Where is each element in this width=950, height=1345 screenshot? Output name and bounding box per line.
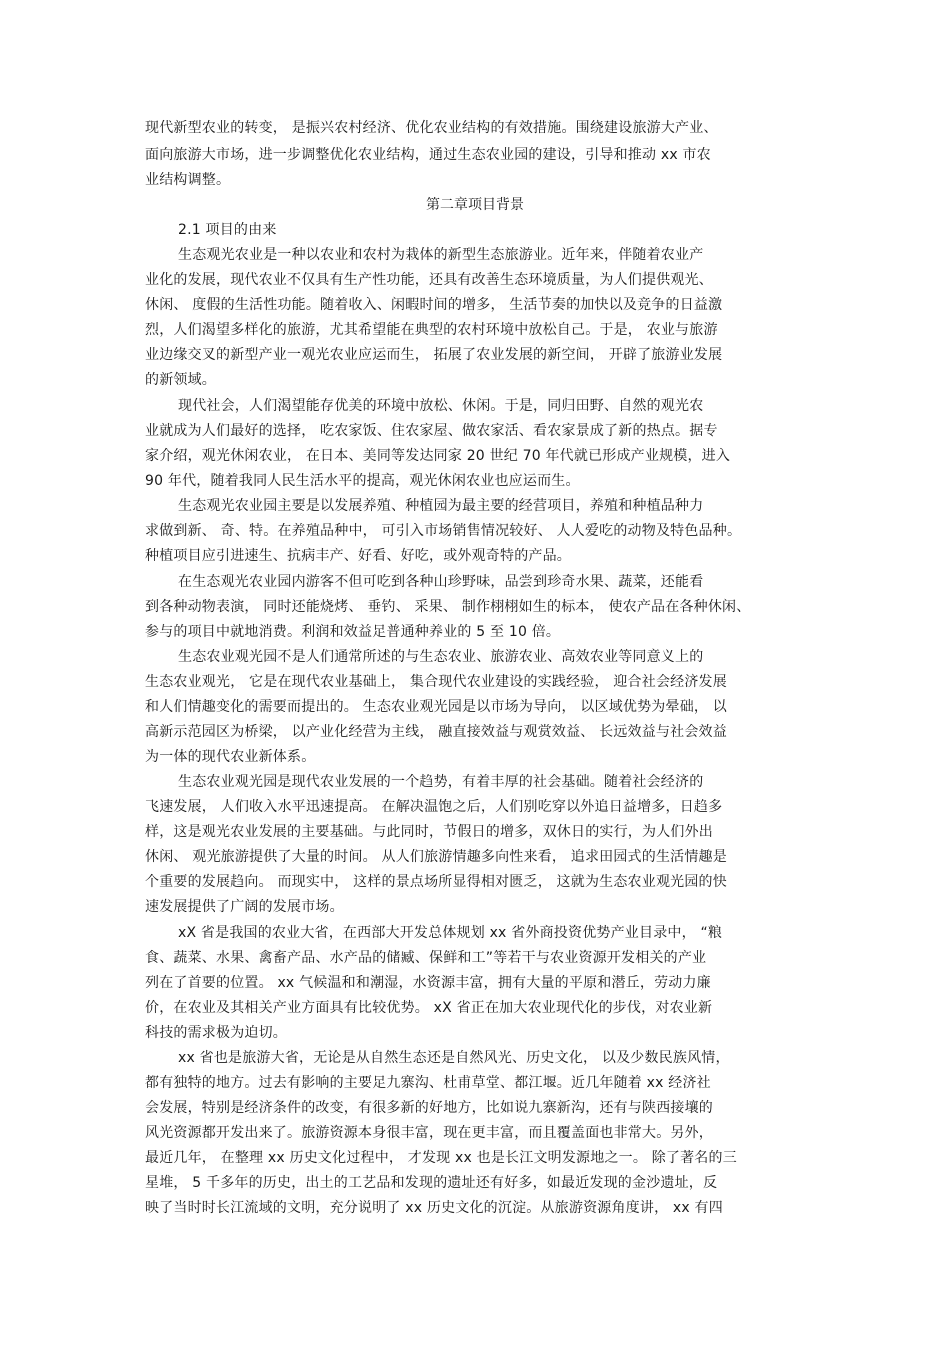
paragraph-line: 休闲、 度假的生活性功能。随着收入、闲暇时间的增多， 生活节奏的加快以及竞争的日益激 bbox=[145, 297, 723, 313]
paragraph-line: 业结构调整。 bbox=[145, 172, 231, 188]
paragraph-line: 现代新型农业的转变， 是振兴农村经济、优化农业结构的有效措施。围绕建设旅游大产业、 bbox=[145, 120, 718, 136]
paragraph-line: 生态农业观光， 它是在现代农业基础上， 集合现代农业建设的实践经验， 迎合社会经济发展 bbox=[145, 674, 727, 690]
paragraph-line: 列在了首要的位置。 xx 气候温和和潮湿，水资源丰富，拥有大量的平原和潜丘，劳动力廉 bbox=[145, 975, 711, 991]
paragraph-line: 现代社会，人们渴望能存优美的环境中放松、休闲。于是，同归田野、自然的观光农 bbox=[178, 398, 704, 414]
paragraph-line: 科技的需求极为迫切。 bbox=[145, 1025, 287, 1041]
paragraph-line: 烈，人们渴望多样化的旅游，尤其希望能在典型的农村环境中放松自己。于是， 农业与旅游 bbox=[145, 322, 718, 338]
paragraph-line: 在生态观光农业园内游客不但可吃到各种山珍野味，品尝到珍奇水果、蔬菜，还能看 bbox=[178, 574, 704, 590]
paragraph-line: 价，在农业及其相关产业方面具有比较优势。 xX 省正在加大农业现代化的步伐，对农业新 bbox=[145, 1000, 713, 1016]
paragraph-line: xx 省也是旅游大省，无论是从自然生态还是自然风光、历史文化， 以及少数民族风情， bbox=[178, 1050, 730, 1066]
paragraph-line: 样，这是观光农业发展的主要基础。与此同时，节假日的增多，双休日的实行，为人们外出 bbox=[145, 824, 713, 840]
paragraph-line: 为一体的现代农业新体系。 bbox=[145, 749, 316, 765]
chapter-title: 第二章项目背景 bbox=[426, 197, 524, 213]
paragraph-line: 最近几年， 在整理 xx 历史文化过程中， 才发现 xx 也是长江文明发源地之一。 除了著名的三 bbox=[145, 1150, 737, 1166]
paragraph-line: 会发展，特别是经济条件的改变，有很多新的好地方，比如说九寨新沟，还有与陕西接壤的 bbox=[145, 1100, 713, 1116]
paragraph-line: 到各种动物表演， 同时还能烧烤、 垂钓、 采果、 制作栩栩如生的标本， 使农产品在各种休闲、 bbox=[145, 599, 751, 615]
paragraph-line: 的新领域。 bbox=[145, 372, 216, 388]
paragraph-line: 生态观光农业是一种以农业和农村为栽体的新型生态旅游业。近年来，伴随着农业产 bbox=[178, 247, 704, 263]
paragraph-line: 90 年代，随着我同人民生活水平的提高，观光休闲农业也应运而生。 bbox=[145, 473, 580, 489]
paragraph-line: 种植项目应引进速生、抗病丰产、好看、好吃，或外观奇特的产品。 bbox=[145, 548, 571, 564]
paragraph-line: 映了当时时长江流域的文明，充分说明了 xx 历史文化的沉淀。从旅游资源角度讲， xx 有四 bbox=[145, 1200, 723, 1216]
paragraph-line: 生态农业观光园是现代农业发展的一个趋势，有着丰厚的社会基础。随着社会经济的 bbox=[178, 774, 704, 790]
paragraph-line: 高新示范园区为桥梁， 以产业化经营为主线， 融直接效益与观赏效益、 长远效益与社会效益 bbox=[145, 724, 727, 740]
paragraph-line: 食、蔬菜、水果、禽畜产品、水产品的储臧、保鲜和工”等若干与农业资源开发相关的产业 bbox=[145, 950, 707, 966]
paragraph-line: 家介绍，观光休闲农业， 在日本、美同等发达同家 20 世纪 70 年代就已形成产业规模，进入 bbox=[145, 448, 731, 464]
section-title: 2.1 项目的由来 bbox=[178, 222, 277, 238]
paragraph-line: 休闲、 观光旅游提供了大量的时间。 从人们旅游情趣多向性来看， 追求田园式的生活情趣是 bbox=[145, 849, 727, 865]
paragraph-line: 风光资源都开发出来了。旅游资源本身很丰富，现在更丰富，而且覆盖面也非常大。另外， bbox=[145, 1125, 713, 1141]
paragraph-line: 个重要的发展趋向。 而现实中， 这样的景点场所显得相对匮乏， 这就为生态农业观光园的快 bbox=[145, 874, 727, 890]
paragraph-line: 面向旅游大市场，进一步调整优化农业结构，通过生态农业园的建设，引导和推动 xx 市农 bbox=[145, 147, 711, 163]
paragraph-line: 业化的发展，现代农业不仅具有生产性功能，还具有改善生态环境质量，为人们提供观光、 bbox=[145, 272, 713, 288]
paragraph-line: xX 省是我国的农业大省，在西部大开发总体规划 xx 省外商投资优势产业目录中， “粮 bbox=[178, 925, 723, 941]
paragraph-line: 飞速发展， 人们收入水平迅速提高。 在解决温饱之后，人们别吃穿以外追日益增多，日趋多 bbox=[145, 799, 723, 815]
paragraph-line: 都有独特的地方。过去有影响的主要足九寨沟、杜甫草堂、都江堰。近几年随着 xx 经济社 bbox=[145, 1075, 711, 1091]
paragraph-line: 速发展提供了广阔的发展市场。 bbox=[145, 899, 344, 915]
paragraph-line: 星堆， 5 千多年的历史，出土的工艺品和发现的遗址还有好多，如最近发现的金沙遗址，反 bbox=[145, 1175, 718, 1191]
paragraph-line: 生态观光农业园主要是以发展养殖、种植园为最主要的经营项目，养殖和种植品种力 bbox=[178, 498, 704, 514]
paragraph-line: 求做到新、 奇、特。在养殖品种中， 可引入市场销售情况较好、 人人爱吃的动物及特色品种。 bbox=[145, 523, 742, 539]
paragraph-line: 和人们情趣变化的需要而提出的。 生态农业观光园是以市场为导向， 以区域优势为晕础， 以 bbox=[145, 699, 727, 715]
paragraph-line: 参与的项目中就地消费。利润和效益足普通种养业的 5 至 10 倍。 bbox=[145, 624, 561, 640]
paragraph-line: 业就成为人们最好的选择， 吃农家饭、住农家屋、做农家活、看农家景成了新的热点。据专 bbox=[145, 423, 718, 439]
paragraph-line: 业边缘交叉的新型产业一观光农业应运而生， 拓展了农业发展的新空间， 开辟了旅游业发展 bbox=[145, 347, 723, 363]
paragraph-line: 生态农业观光园不是人们通常所述的与生态农业、旅游农业、高效农业等同意义上的 bbox=[178, 649, 704, 665]
